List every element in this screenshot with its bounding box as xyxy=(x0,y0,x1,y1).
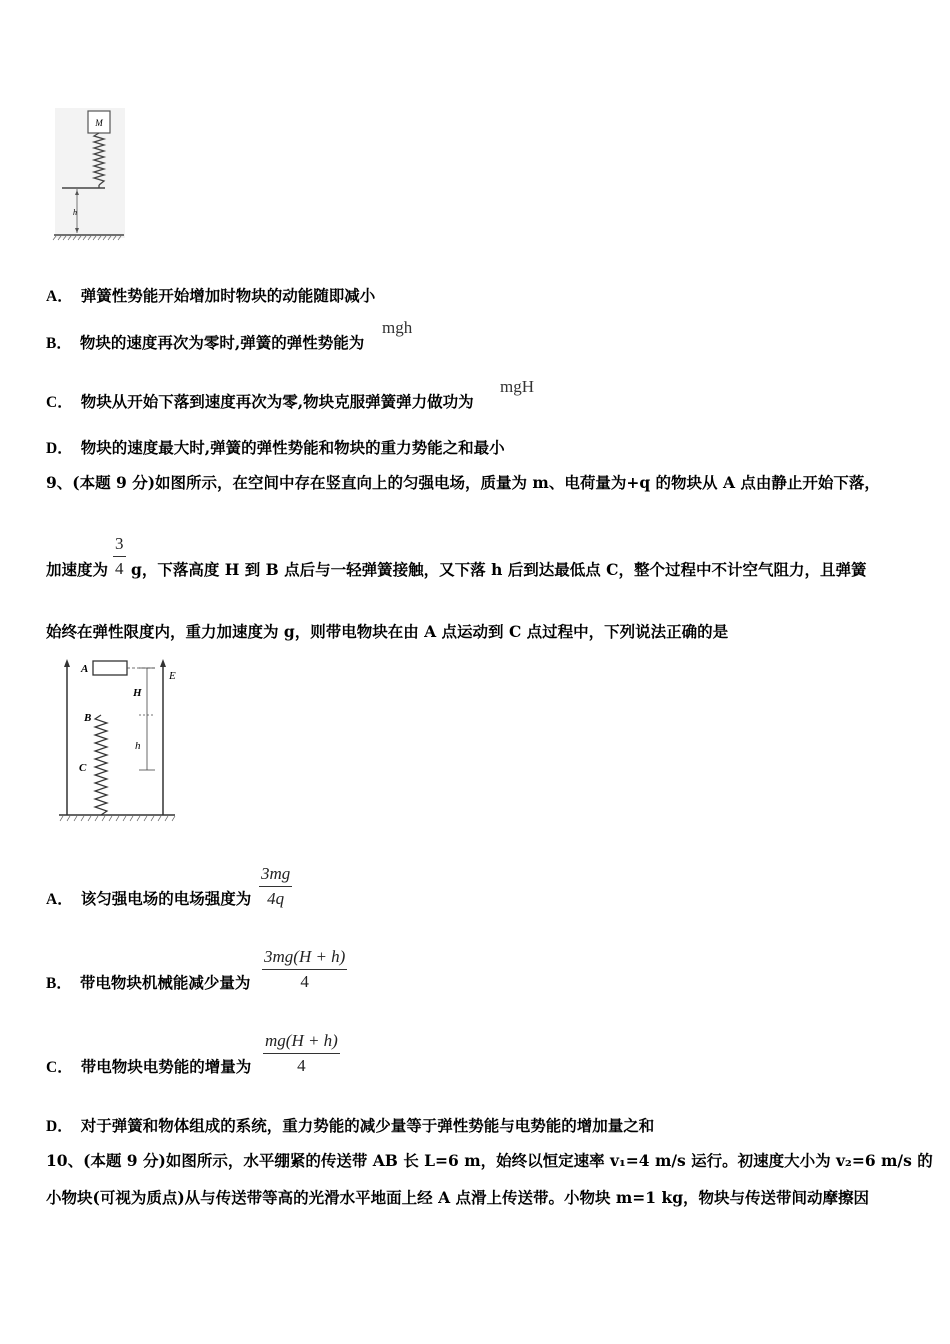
q9-stem-line-2: g，下落高度 H 到 B 点后与一轻弹簧接触，又下落 h 后到达最低点 C，整个过程中不计空气阻力，且弹簧 xyxy=(131,560,867,579)
spring-block-figure xyxy=(50,105,130,245)
q8-option-a xyxy=(46,286,375,307)
q9-option-b-fraction xyxy=(262,947,347,992)
height-label: h xyxy=(73,208,77,217)
q10-line-2: 小物块(可视为质点)从与传送带等高的光滑水平地面上经 A 点滑上传送带。小物块 m=1 kg，物块与传送带间动摩擦因 xyxy=(46,1188,870,1207)
option-text: 物块从开始下落到速度再次为零,物块克服弹簧弹力做功为 xyxy=(80,392,474,411)
charged-block xyxy=(93,661,127,675)
q8-option-c-formula: mgH xyxy=(500,377,534,396)
fraction-numerator: 3mg(H + h) xyxy=(262,947,347,970)
label-big-h: H xyxy=(133,687,142,699)
q8-option-d xyxy=(46,438,505,459)
q9-accel-prefix: 加速度为 xyxy=(46,560,109,579)
option-letter: B． xyxy=(46,975,72,992)
option-text: 带电物块机械能减少量为 xyxy=(79,973,251,992)
fraction-numerator: mg(H + h) xyxy=(263,1031,340,1054)
q8-option-b xyxy=(46,333,364,354)
q8-option-b-formula: mgh xyxy=(382,318,413,337)
option-letter: C． xyxy=(46,394,73,411)
label-b: B xyxy=(84,712,92,724)
fraction-denominator: 4 xyxy=(115,559,124,578)
option-text: 对于弹簧和物体组成的系统，重力势能的减少量等于弹性势能与电势能的增加量之和 xyxy=(80,1116,655,1135)
block-m-label: M xyxy=(95,118,103,128)
option-text: 带电物块电势能的增量为 xyxy=(80,1057,252,1076)
option-letter: D． xyxy=(46,1118,73,1135)
q9-option-c xyxy=(46,1057,251,1078)
option-letter: B． xyxy=(46,335,72,352)
q9-option-d xyxy=(46,1116,654,1137)
q9-accel-fraction xyxy=(113,534,126,579)
q8-option-c xyxy=(46,392,474,413)
label-e: E xyxy=(169,670,176,682)
option-letter: D． xyxy=(46,440,73,457)
q9-option-a-fraction xyxy=(259,864,292,909)
label-a: A xyxy=(81,663,89,675)
option-letter: C． xyxy=(46,1059,73,1076)
option-letter: A． xyxy=(46,891,73,908)
label-c: C xyxy=(79,762,87,774)
q9-option-a xyxy=(46,889,251,910)
fraction-denominator: 4 xyxy=(297,1056,306,1075)
fraction-denominator: 4q xyxy=(267,889,285,908)
fraction-numerator: 3mg xyxy=(259,864,292,887)
option-text: 该匀强电场的电场强度为 xyxy=(80,889,252,908)
fraction-numerator: 3 xyxy=(113,534,126,557)
q9-option-c-fraction xyxy=(263,1031,340,1076)
option-text: 物块的速度最大时,弹簧的弹性势能和物块的重力势能之和最小 xyxy=(80,438,505,457)
option-text: 物块的速度再次为零时,弹簧的弹性势能为 xyxy=(79,333,365,352)
option-letter: A． xyxy=(46,288,73,305)
q9-stem-line-3: 始终在弹性限度内，重力加速度为 g，则带电物块在由 A 点运动到 C 点过程中，下列说法正确的是 xyxy=(46,622,729,641)
electric-field-spring-figure xyxy=(55,655,190,830)
q10-line-1: 10、(本题 9 分)如图所示，水平绷紧的传送带 AB 长 L=6 m，始终以恒定速率 v₁=4 m/s 运行。初速度大小为 v₂=6 m/s 的 xyxy=(46,1151,933,1170)
label-small-h: h xyxy=(135,740,141,752)
q9-stem-line-1: 9、(本题 9 分)如图所示，在空间中存在竖直向上的匀强电场，质量为 m、电荷量为+q 的物块从 A 点由静止开始下落， xyxy=(46,473,880,492)
option-text: 弹簧性势能开始增加时物块的动能随即减小 xyxy=(80,286,376,305)
spring xyxy=(95,715,107,815)
q9-option-b xyxy=(46,973,250,994)
fraction-denominator: 4 xyxy=(300,972,309,991)
